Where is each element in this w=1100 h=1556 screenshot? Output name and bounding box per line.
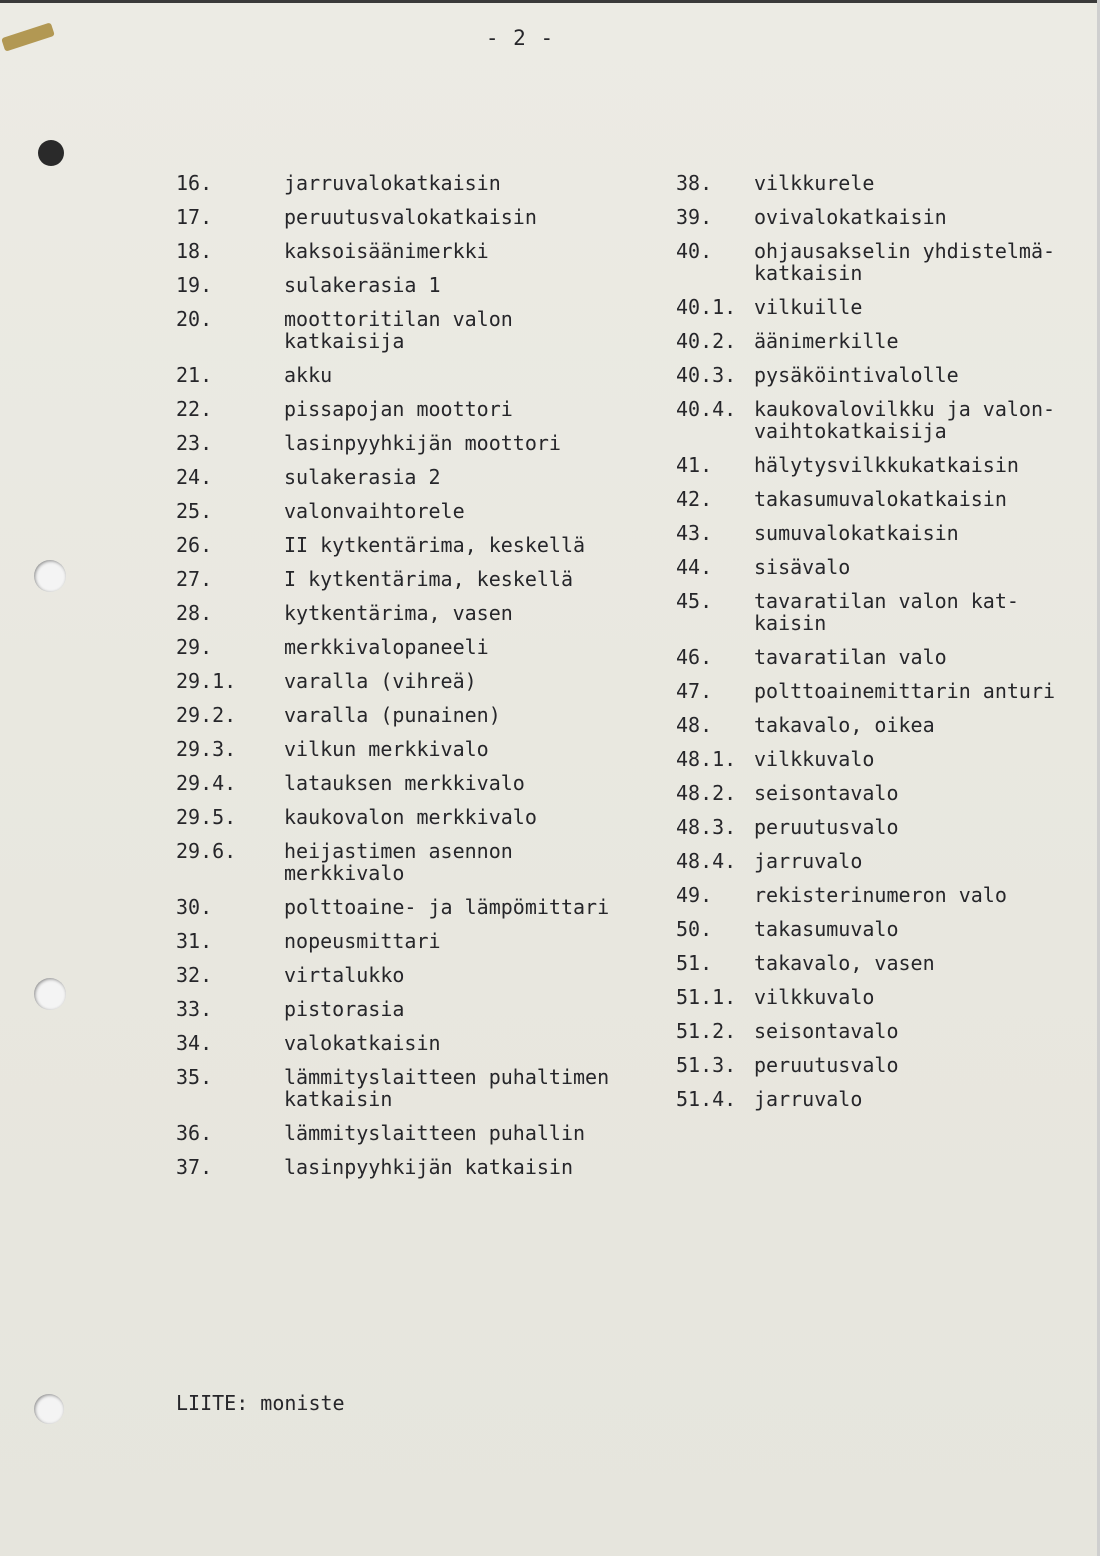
list-item	[676, 918, 1096, 940]
item-number: 40.4.	[676, 397, 737, 421]
item-number: 21.	[176, 363, 213, 387]
item-label: II kytkentärima, keskellä	[284, 533, 586, 557]
item-number: 40.2.	[676, 329, 737, 353]
list-item	[176, 806, 666, 828]
item-number: 48.1.	[676, 747, 737, 771]
item-label: vilkkuvalo	[754, 985, 875, 1009]
item-number: 37.	[176, 1155, 213, 1179]
left-column-list	[176, 172, 666, 1190]
item-number: 29.5.	[176, 805, 237, 829]
list-item	[176, 1122, 666, 1144]
item-number: 27.	[176, 567, 213, 591]
tape-mark	[1, 22, 55, 51]
punch-hole-bottom	[34, 1394, 64, 1424]
list-item	[676, 714, 1096, 736]
item-label: jarruvalo	[754, 1087, 863, 1111]
list-item	[676, 986, 1096, 1008]
list-item	[676, 454, 1096, 476]
item-number: 51.1.	[676, 985, 737, 1009]
item-label: takasumuvalokatkaisin	[754, 487, 1007, 511]
item-number: 24.	[176, 465, 213, 489]
item-number: 40.1.	[676, 295, 737, 319]
item-number: 48.2.	[676, 781, 737, 805]
item-number: 48.	[676, 713, 713, 737]
item-number: 44.	[676, 555, 713, 579]
item-number: 49.	[676, 883, 713, 907]
list-item	[176, 896, 666, 918]
item-number: 41.	[676, 453, 713, 477]
item-label: nopeusmittari	[284, 929, 441, 953]
item-label: äänimerkille	[754, 329, 899, 353]
item-number: 48.3.	[676, 815, 737, 839]
list-item	[676, 590, 1096, 634]
item-label: jarruvalo	[754, 849, 863, 873]
list-item	[676, 680, 1096, 702]
list-item	[176, 636, 666, 658]
item-label: seisontavalo	[754, 781, 899, 805]
list-item	[676, 816, 1096, 838]
list-item	[676, 850, 1096, 872]
list-item	[176, 930, 666, 952]
list-item	[676, 748, 1096, 770]
item-number: 40.3.	[676, 363, 737, 387]
item-number: 36.	[176, 1121, 213, 1145]
page-number: - 2 -	[485, 26, 555, 50]
list-item	[176, 364, 666, 386]
list-item	[676, 1088, 1096, 1110]
list-item	[176, 432, 666, 454]
item-label: tavaratilan valon kat- kaisin	[754, 589, 1019, 635]
item-number: 45.	[676, 589, 713, 613]
list-item	[176, 274, 666, 296]
item-label: merkkivalopaneeli	[284, 635, 489, 659]
item-number: 26.	[176, 533, 213, 557]
item-label: kaukovalon merkkivalo	[284, 805, 537, 829]
list-item	[676, 488, 1096, 510]
item-label: vilkun merkkivalo	[284, 737, 489, 761]
list-item	[176, 1156, 666, 1178]
list-item	[676, 556, 1096, 578]
list-item	[676, 522, 1096, 544]
list-item	[176, 1066, 666, 1110]
item-label: vilkkurele	[754, 171, 875, 195]
item-number: 51.2.	[676, 1019, 737, 1043]
item-label: ovivalokatkaisin	[754, 205, 947, 229]
item-label: pistorasia	[284, 997, 405, 1021]
item-label: akku	[284, 363, 333, 387]
item-label: tavaratilan valo	[754, 645, 947, 669]
list-item	[676, 296, 1096, 318]
item-number: 17.	[176, 205, 213, 229]
list-item	[176, 840, 666, 884]
item-label: peruutusvalokatkaisin	[284, 205, 537, 229]
list-item	[176, 738, 666, 760]
item-number: 31.	[176, 929, 213, 953]
list-item	[676, 240, 1096, 284]
punch-hole-top	[38, 140, 64, 166]
list-item	[676, 330, 1096, 352]
item-label: sumuvalokatkaisin	[754, 521, 959, 545]
list-item	[676, 782, 1096, 804]
item-number: 39.	[676, 205, 713, 229]
list-item	[176, 500, 666, 522]
list-item	[176, 602, 666, 624]
list-item	[676, 1020, 1096, 1042]
item-number: 29.4.	[176, 771, 237, 795]
item-label: varalla (vihreä)	[284, 669, 477, 693]
item-label: latauksen merkkivalo	[284, 771, 525, 795]
item-number: 22.	[176, 397, 213, 421]
item-number: 29.	[176, 635, 213, 659]
item-label: takavalo, oikea	[754, 713, 935, 737]
item-label: peruutusvalo	[754, 815, 899, 839]
item-label: sulakerasia 2	[284, 465, 441, 489]
item-label: valonvaihtorele	[284, 499, 465, 523]
list-item	[176, 398, 666, 420]
list-item	[176, 772, 666, 794]
list-item	[676, 172, 1096, 194]
item-number: 29.2.	[176, 703, 237, 727]
item-number: 51.4.	[676, 1087, 737, 1111]
list-item	[176, 534, 666, 556]
list-item	[176, 240, 666, 262]
item-number: 48.4.	[676, 849, 737, 873]
list-item	[176, 704, 666, 726]
item-label: kaksoisäänimerkki	[284, 239, 489, 263]
list-item	[676, 884, 1096, 906]
item-label: lämmityslaitteen puhaltimen katkaisin	[284, 1065, 610, 1111]
item-number: 29.6.	[176, 839, 237, 863]
list-item	[676, 206, 1096, 228]
item-number: 28.	[176, 601, 213, 625]
item-number: 29.1.	[176, 669, 237, 693]
page-top-edge	[0, 0, 1100, 3]
item-label: takasumuvalo	[754, 917, 899, 941]
item-label: vilkuille	[754, 295, 863, 319]
attachment-note: LIITE: moniste	[176, 1391, 345, 1415]
item-label: hälytysvilkkukatkaisin	[754, 453, 1019, 477]
item-label: lasinpyyhkijän katkaisin	[284, 1155, 573, 1179]
item-label: takavalo, vasen	[754, 951, 935, 975]
item-label: pysäköintivalolle	[754, 363, 959, 387]
item-number: 46.	[676, 645, 713, 669]
item-label: polttoaine- ja lämpömittari	[284, 895, 610, 919]
list-item	[176, 670, 666, 692]
list-item	[176, 1032, 666, 1054]
item-label: pissapojan moottori	[284, 397, 513, 421]
list-item	[676, 364, 1096, 386]
list-item	[176, 568, 666, 590]
item-number: 18.	[176, 239, 213, 263]
item-label: jarruvalokatkaisin	[284, 171, 501, 195]
item-number: 34.	[176, 1031, 213, 1055]
list-item	[176, 964, 666, 986]
item-label: polttoainemittarin anturi	[754, 679, 1056, 703]
item-label: lämmityslaitteen puhallin	[284, 1121, 586, 1145]
item-number: 38.	[676, 171, 713, 195]
list-item	[176, 206, 666, 228]
item-label: I kytkentärima, keskellä	[284, 567, 573, 591]
item-number: 32.	[176, 963, 213, 987]
list-item	[176, 308, 666, 352]
list-item	[676, 398, 1096, 442]
item-label: lasinpyyhkijän moottori	[284, 431, 561, 455]
item-label: peruutusvalo	[754, 1053, 899, 1077]
item-number: 51.3.	[676, 1053, 737, 1077]
item-number: 50.	[676, 917, 713, 941]
item-number: 19.	[176, 273, 213, 297]
item-number: 29.3.	[176, 737, 237, 761]
item-number: 16.	[176, 171, 213, 195]
list-item	[676, 1054, 1096, 1076]
item-number: 20.	[176, 307, 213, 331]
item-label: sisävalo	[754, 555, 851, 579]
list-item	[676, 646, 1096, 668]
item-label: kytkentärima, vasen	[284, 601, 513, 625]
right-column-list	[676, 172, 1096, 1122]
item-label: vilkkuvalo	[754, 747, 875, 771]
punch-hole-upper	[34, 560, 66, 592]
item-label: sulakerasia 1	[284, 273, 441, 297]
item-label: varalla (punainen)	[284, 703, 501, 727]
list-item	[176, 172, 666, 194]
item-number: 25.	[176, 499, 213, 523]
list-item	[176, 466, 666, 488]
item-label: virtalukko	[284, 963, 405, 987]
item-number: 33.	[176, 997, 213, 1021]
list-item	[676, 952, 1096, 974]
item-number: 23.	[176, 431, 213, 455]
item-label: valokatkaisin	[284, 1031, 441, 1055]
item-label: rekisterinumeron valo	[754, 883, 1007, 907]
item-number: 42.	[676, 487, 713, 511]
item-number: 43.	[676, 521, 713, 545]
item-label: kaukovalovilkku ja valon- vaihtokatkaisija	[754, 397, 1056, 443]
item-label: seisontavalo	[754, 1019, 899, 1043]
punch-hole-middle	[34, 978, 66, 1010]
item-label: moottoritilan valon katkaisija	[284, 307, 513, 353]
item-number: 35.	[176, 1065, 213, 1089]
item-label: ohjausakselin yhdistelmä- katkaisin	[754, 239, 1056, 285]
list-item	[176, 998, 666, 1020]
item-number: 47.	[676, 679, 713, 703]
item-label: heijastimen asennon merkkivalo	[284, 839, 513, 885]
item-number: 30.	[176, 895, 213, 919]
item-number: 40.	[676, 239, 713, 263]
item-number: 51.	[676, 951, 713, 975]
